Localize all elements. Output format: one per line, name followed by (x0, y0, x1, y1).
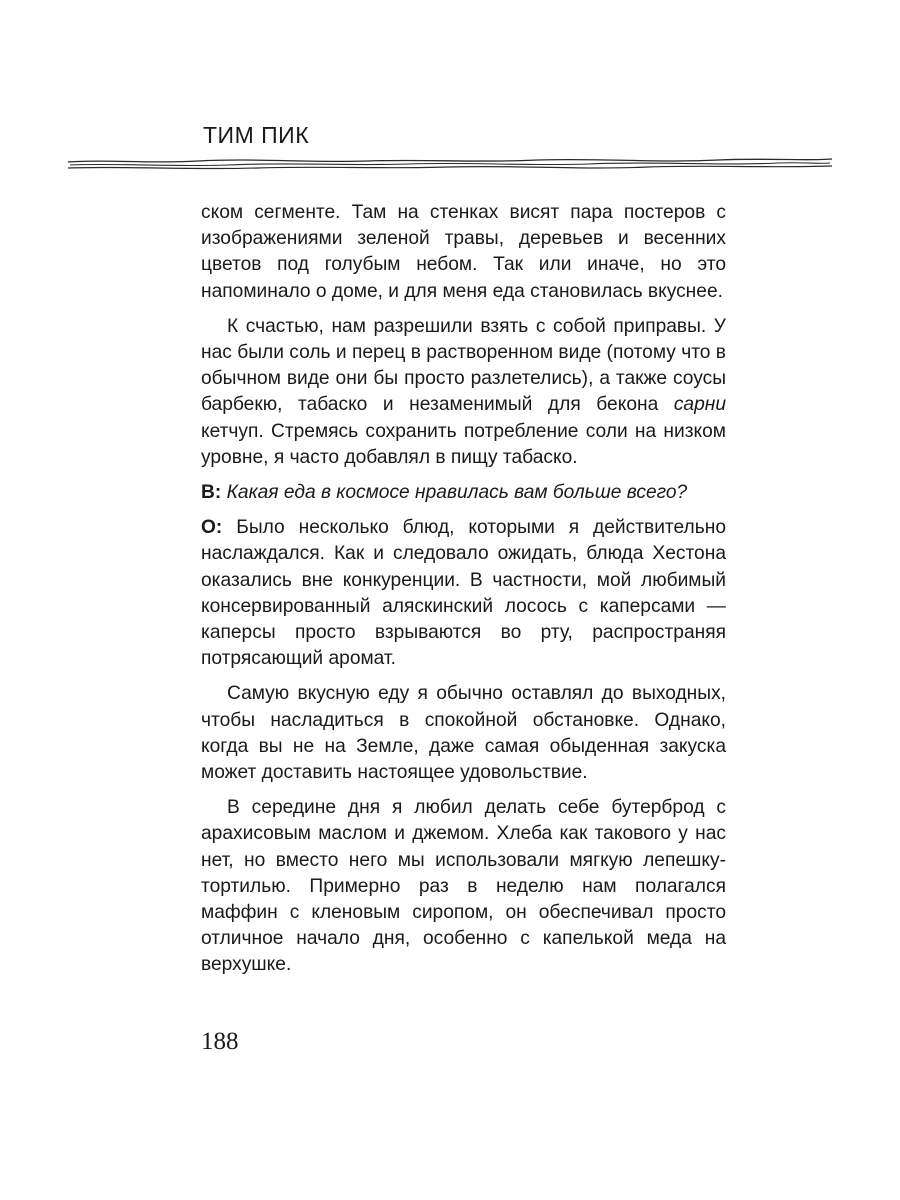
paragraph-2-italic-word: сарни (673, 394, 726, 416)
running-head-title: ТИМ ПИК (203, 122, 310, 148)
paragraph-2-text-b: кетчуп. Стремясь сохранить потребление соли на низком уровне, я часто добавлял в пищу табаско. (201, 420, 726, 468)
question-text: Какая еда в космосе нравилась вам больше всего? (226, 482, 688, 504)
page-body (201, 200, 726, 979)
interview-question (201, 480, 726, 506)
paragraph-6: В середине дня я любил делать себе бутерброд с арахисовым маслом и джемом. Хлеба как такового у нас нет, но вместо него мы использовали мягкую лепешку-тортилью. Примерно раз в неделю нам полагался маффин с кленовым сиропом, он обеспечивал просто отличное начало дня, особенно с капелькой меда на верхушке. (201, 797, 726, 976)
paragraph-1: ском сегменте. Там на стенках висят пара постеров с изображениями зеленой травы, деревьев и весенних цветов под голубым небом. Так или иначе, но это напоминало о доме, и для меня еда становилась вкуснее. (201, 202, 726, 302)
interview-answer (201, 515, 726, 672)
paragraph-2-text-a: К счастью, нам разрешили взять с собой приправы. У нас были соль и перец в растворенном виде (потому что в обычном виде они бы просто разлетелись), а также соусы барбекю, табаско и незаменимый для бекона (201, 315, 726, 416)
answer-text: Было несколько блюд, которыми я действительно наслаждался. Как и следовало ожидать, блюда Хестона оказались вне конкуренции. В частности, мой любимый консервированный аляскинский лосось с каперсами — каперсы просто взрываются во рту, распространяя потрясающий аромат. (201, 517, 726, 670)
paragraph-5: Самую вкусную еду я обычно оставлял до выходных, чтобы насладиться в спокойной обстановке. Однако, когда вы не на Земле, даже самая обыденная закуска может доставить настоящее удовольствие. (201, 683, 726, 784)
answer-label: О: (201, 517, 223, 539)
page-number: 188 (201, 1028, 239, 1055)
header-wavy-rule (68, 154, 832, 176)
paragraph-2 (201, 314, 726, 471)
question-label: В: (201, 482, 222, 504)
